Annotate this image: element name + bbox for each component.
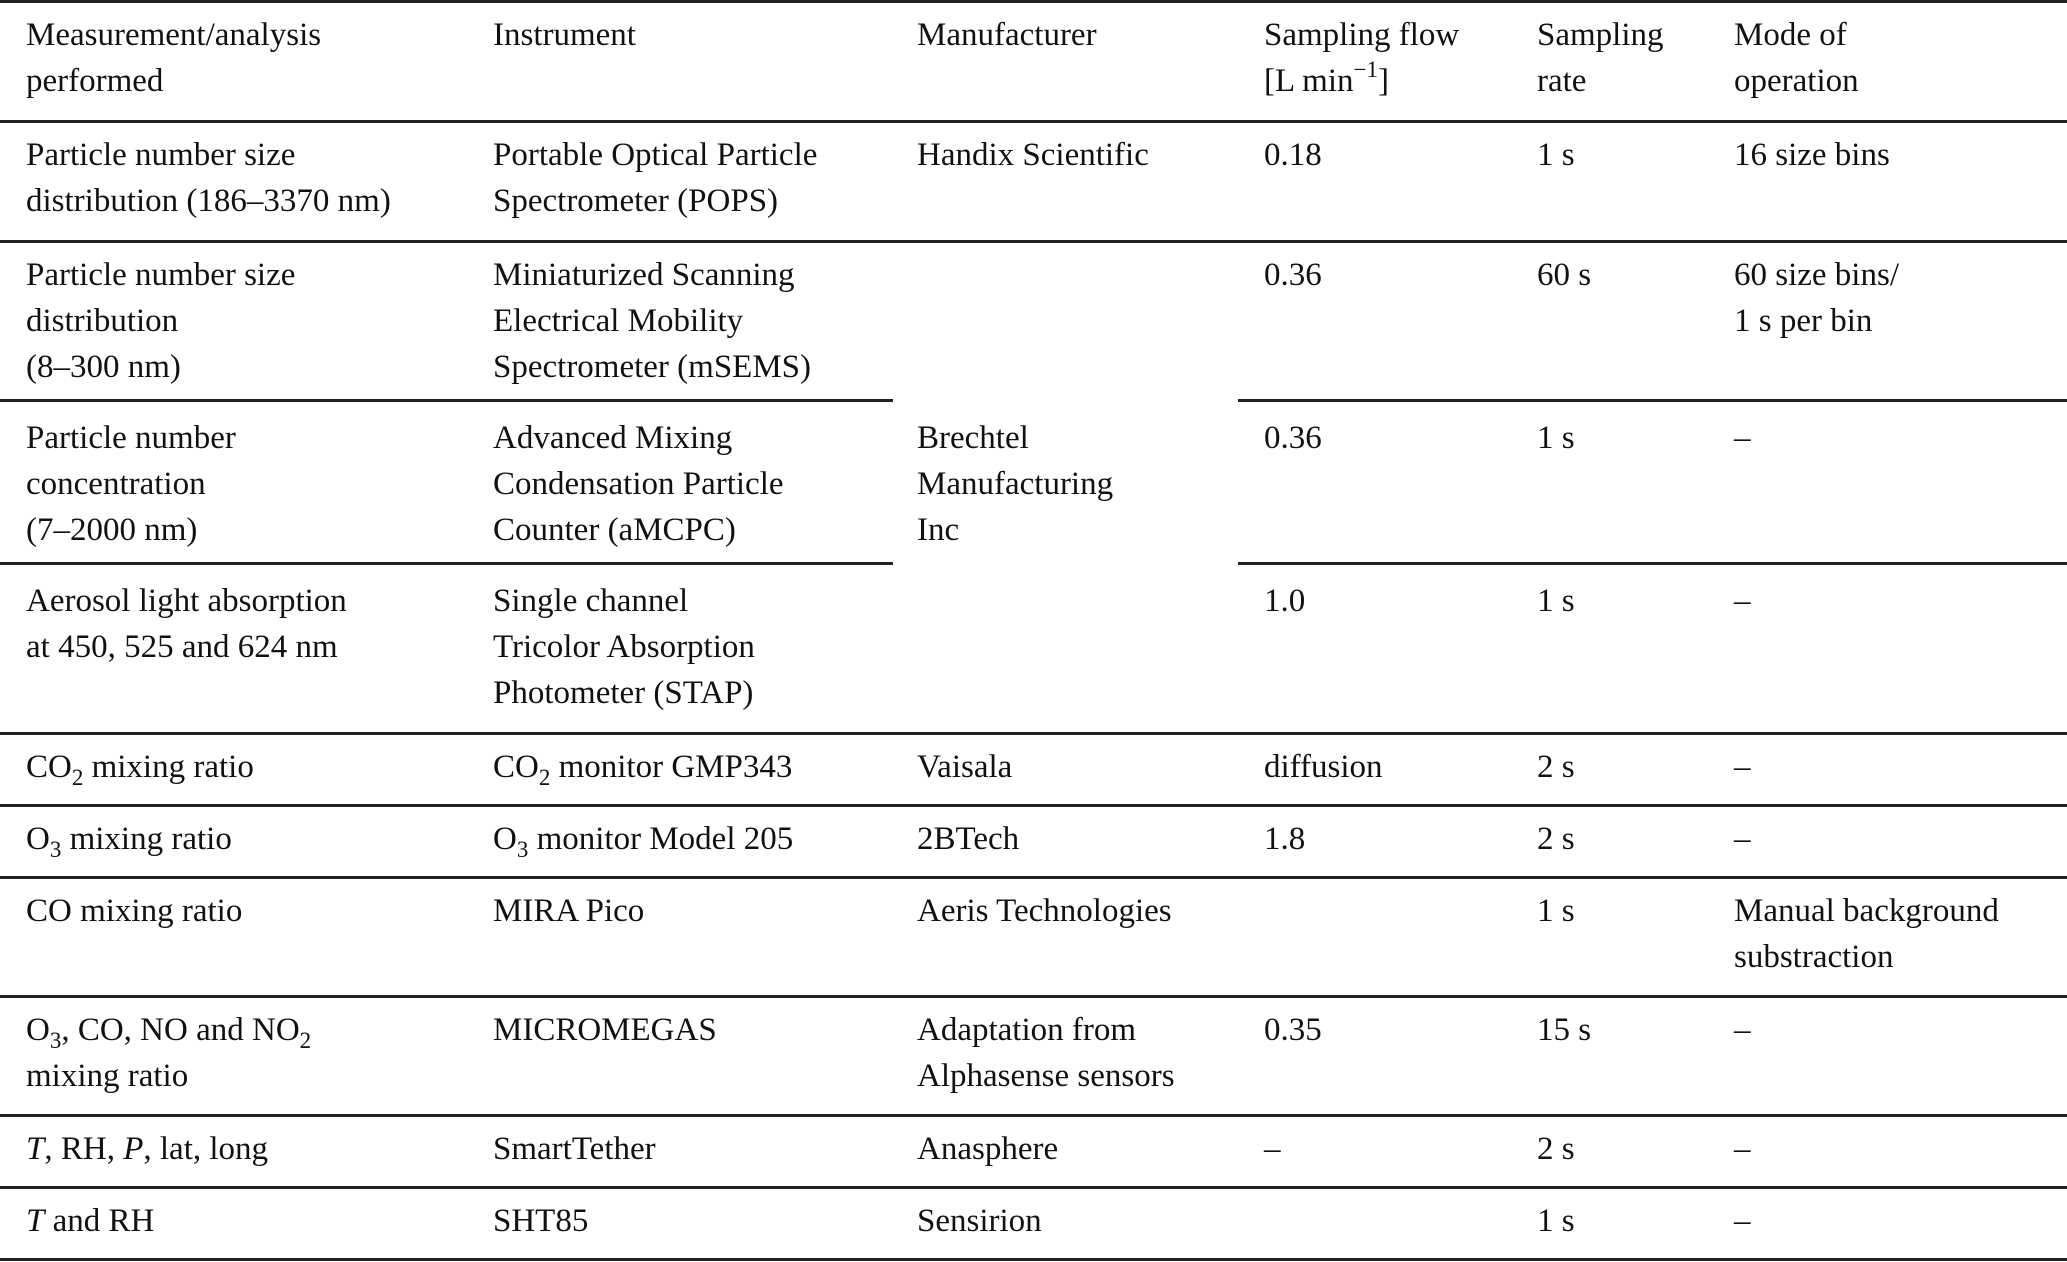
row5-instrument (493, 744, 792, 790)
row7-measurement (26, 888, 242, 934)
row6-rate: 2 s (1537, 821, 1575, 857)
unit-bracket: ] (1378, 63, 1389, 99)
cell-text: Alphasense sensors (917, 1058, 1175, 1094)
cell-text: Handix Scientific (917, 137, 1149, 173)
header-sampling-flow (1264, 12, 1459, 104)
row3-measurement (26, 415, 236, 553)
cell-text: MIRA Pico (493, 893, 645, 929)
cell-text: O (493, 821, 517, 857)
row4-mode (1734, 578, 1751, 624)
row8-flow: 0.35 (1264, 1012, 1322, 1048)
variable-symbol: T (26, 1203, 45, 1239)
cell-text: MICROMEGAS (493, 1012, 717, 1048)
cell-text: , CO, NO and NO (61, 1012, 300, 1048)
unit-exponent: −1 (1353, 57, 1378, 82)
header-instrument (493, 12, 636, 58)
cell-text: mixing ratio (26, 1058, 189, 1094)
top-rule (0, 0, 2067, 3)
row4-rate: 1 s (1537, 583, 1575, 619)
row9-flow: – (1264, 1131, 1281, 1167)
row2-rate: 60 s (1537, 257, 1592, 293)
subscript: 2 (538, 765, 551, 790)
cell-text: Particle number size (26, 257, 296, 293)
cell-text: Manufacturing (917, 466, 1114, 502)
cell-text: (7–2000 nm) (26, 512, 198, 548)
cell-text: O (26, 1012, 50, 1048)
row8-rate: 15 s (1537, 1012, 1592, 1048)
cell-text: Portable Optical Particle (493, 137, 818, 173)
cell-text: – (1734, 821, 1751, 857)
cell-text: Tricolor Absorption (493, 629, 755, 665)
cell-text: O (26, 821, 50, 857)
header-manufacturer (917, 12, 1097, 58)
row6-flow: 1.8 (1264, 821, 1306, 857)
cell-text: monitor Model 205 (528, 821, 794, 857)
row-rule-partial-right (1238, 562, 2067, 565)
row7-manufacturer (917, 888, 1172, 934)
row9-instrument (493, 1126, 656, 1172)
header-unit (1264, 58, 1459, 104)
row2-flow: 0.36 (1264, 257, 1322, 293)
cell-text: Photometer (STAP) (493, 675, 754, 711)
row4-instrument (493, 578, 755, 716)
row6-instrument (493, 816, 793, 862)
cell-text: Spectrometer (mSEMS) (493, 349, 812, 385)
row-rule (0, 876, 2067, 879)
row4-measurement (26, 578, 347, 670)
header-rule (0, 120, 2067, 123)
cell-text: – (1734, 1203, 1751, 1239)
cell-text: Single channel (493, 583, 689, 619)
variable-symbol: T (26, 1131, 45, 1167)
cell-text: CO (493, 749, 539, 785)
subscript: 2 (71, 765, 84, 790)
row8-measurement (26, 1007, 311, 1099)
header-mode (1734, 12, 1859, 104)
header-text: rate (1537, 63, 1587, 99)
row9-rate: 2 s (1537, 1131, 1575, 1167)
subscript: 3 (516, 837, 529, 862)
variable-symbol: P (123, 1131, 144, 1167)
cell-text: distribution (26, 303, 179, 339)
row6-measurement (26, 816, 232, 862)
row2-instrument (493, 252, 811, 390)
header-text: Sampling (1537, 17, 1664, 53)
cell-text: – (1734, 1131, 1751, 1167)
row5-flow: diffusion (1264, 749, 1383, 785)
cell-text: Inc (917, 512, 960, 548)
cell-text: 16 size bins (1734, 137, 1890, 173)
row10-manufacturer (917, 1198, 1042, 1244)
cell-text: Miniaturized Scanning (493, 257, 795, 293)
cell-text: substraction (1734, 939, 1894, 975)
header-text: Measurement/analysis (26, 17, 322, 53)
row5-manufacturer (917, 744, 1012, 790)
row9-manufacturer (917, 1126, 1058, 1172)
cell-text: concentration (26, 466, 206, 502)
cell-text: Adaptation from (917, 1012, 1137, 1048)
cell-text: CO mixing ratio (26, 893, 243, 929)
cell-text: 1 s per bin (1734, 303, 1873, 339)
row4-flow: 1.0 (1264, 583, 1306, 619)
row7-rate: 1 s (1537, 893, 1575, 929)
row5-mode (1734, 744, 1751, 790)
cell-text: mixing ratio (83, 749, 254, 785)
subscript: 2 (299, 1028, 312, 1053)
row1-mode (1734, 132, 1890, 178)
row1-rate: 1 s (1537, 137, 1575, 173)
row-rule (0, 732, 2067, 735)
merged-manufacturer-brechtel (917, 415, 1113, 553)
row9-measurement (26, 1126, 268, 1172)
row10-mode (1734, 1198, 1751, 1244)
row-rule (0, 804, 2067, 807)
cell-text: Particle number size (26, 137, 296, 173)
row-rule (0, 1186, 2067, 1189)
cell-text: Aeris Technologies (917, 893, 1172, 929)
row7-instrument (493, 888, 644, 934)
row6-manufacturer (917, 816, 1019, 862)
header-text: Mode of (1734, 17, 1847, 53)
header-text: Manufacturer (917, 17, 1097, 53)
cell-text: Aerosol light absorption (26, 583, 347, 619)
cell-text: and RH (44, 1203, 155, 1239)
cell-text: SmartTether (493, 1131, 656, 1167)
cell-text: , RH, (44, 1131, 124, 1167)
cell-text: Brechtel (917, 420, 1029, 456)
cell-text: – (1734, 420, 1751, 456)
cell-text: , lat, long (143, 1131, 269, 1167)
header-text: Sampling flow (1264, 17, 1460, 53)
cell-text: Vaisala (917, 749, 1013, 785)
row2-measurement (26, 252, 295, 390)
cell-text: Condensation Particle (493, 466, 784, 502)
cell-text: (8–300 nm) (26, 349, 181, 385)
row1-manufacturer (917, 132, 1149, 178)
cell-text: Particle number (26, 420, 236, 456)
cell-line (26, 1007, 311, 1053)
cell-text: 2BTech (917, 821, 1020, 857)
row10-instrument (493, 1198, 588, 1244)
row1-measurement (26, 132, 391, 224)
row9-mode (1734, 1126, 1751, 1172)
cell-text: Sensirion (917, 1203, 1042, 1239)
cell-text: Electrical Mobility (493, 303, 744, 339)
row2-mode (1734, 252, 1899, 344)
row3-rate: 1 s (1537, 420, 1575, 456)
row-rule (0, 1114, 2067, 1117)
cell-text: Anasphere (917, 1131, 1059, 1167)
cell-text: – (1734, 1012, 1751, 1048)
header-measurement (26, 12, 321, 104)
cell-text: distribution (186–3370 nm) (26, 183, 391, 219)
cell-text: monitor GMP343 (550, 749, 793, 785)
row3-flow: 0.36 (1264, 420, 1322, 456)
row-rule (0, 995, 2067, 998)
row5-rate: 2 s (1537, 749, 1575, 785)
cell-text: Spectrometer (POPS) (493, 183, 779, 219)
bottom-rule (0, 1258, 2067, 1261)
row7-mode (1734, 888, 1999, 980)
cell-text: – (1734, 583, 1751, 619)
header-text: Instrument (493, 17, 636, 53)
row10-measurement (26, 1198, 154, 1244)
row3-mode (1734, 415, 1751, 461)
row6-mode (1734, 816, 1751, 862)
cell-text: CO (26, 749, 72, 785)
cell-text: SHT85 (493, 1203, 589, 1239)
row8-manufacturer (917, 1007, 1175, 1099)
cell-text: at 450, 525 and 624 nm (26, 629, 338, 665)
row-rule-partial-left (0, 399, 893, 402)
row5-measurement (26, 744, 254, 790)
row-rule-partial-left (0, 562, 893, 565)
cell-text: – (1734, 749, 1751, 785)
header-text: operation (1734, 63, 1859, 99)
cell-text: Counter (aMCPC) (493, 512, 736, 548)
row-rule (0, 240, 2067, 243)
unit-text: [L min (1264, 63, 1354, 99)
row8-instrument (493, 1007, 717, 1053)
row8-mode (1734, 1007, 1751, 1053)
row3-instrument (493, 415, 784, 553)
subscript: 3 (49, 1028, 62, 1053)
cell-text: Advanced Mixing (493, 420, 733, 456)
cell-text: mixing ratio (61, 821, 232, 857)
row1-flow: 0.18 (1264, 137, 1322, 173)
cell-text: Manual background (1734, 893, 1999, 929)
row1-instrument (493, 132, 817, 224)
subscript: 3 (49, 837, 62, 862)
cell-text: 60 size bins/ (1734, 257, 1899, 293)
header-text: performed (26, 63, 164, 99)
row-rule-partial-right (1238, 399, 2067, 402)
header-sampling-rate (1537, 12, 1664, 104)
row10-rate: 1 s (1537, 1203, 1575, 1239)
